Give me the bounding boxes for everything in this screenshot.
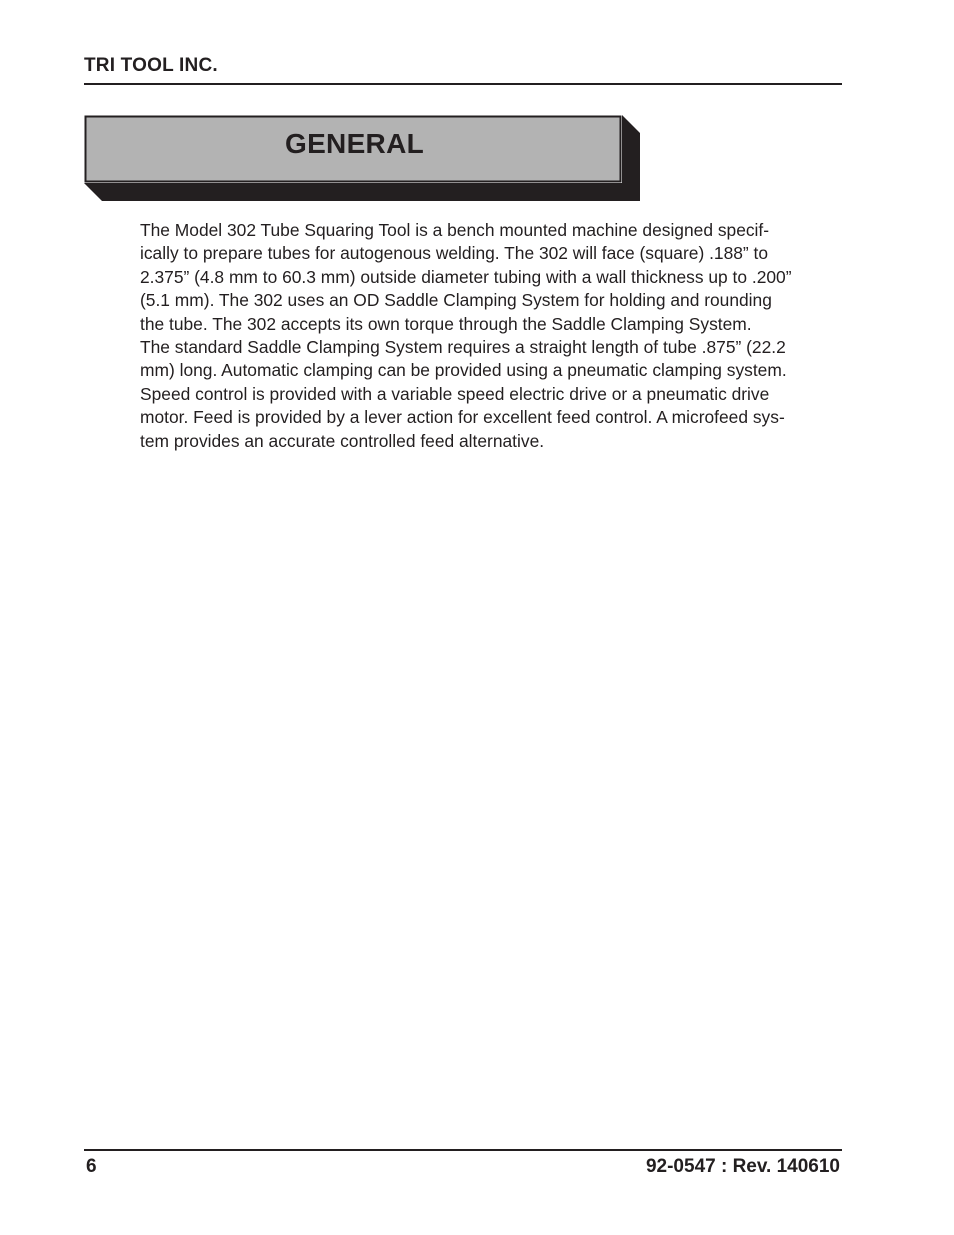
footer-rule [84,1149,842,1151]
body-line: Speed control is provided with a variable speed electric drive or a pneumatic drive [140,383,770,404]
body-line: mm) long. Automatic clamping can be provided using a pneumatic clamping system. [140,360,787,381]
general-description [140,219,846,453]
body-line: tem provides an accurate controlled feed alternative. [140,430,545,451]
body-line: The Model 302 Tube Squaring Tool is a bench mounted machine designed specif- [140,220,770,240]
body-line: ically to prepare tubes for autogenous welding. The 302 will face (square) .188” to [140,243,769,264]
document-revision: 92-0547 : Rev. 140610 [645,1156,840,1177]
body-line: 2.375” (4.8 mm to 60.3 mm) outside diameter tubing with a wall thickness up to .200” [140,266,792,287]
section-title: GENERAL [285,128,424,159]
body-line: motor. Feed is provided by a lever action for excellent feed control. A microfeed sys- [140,407,785,428]
header-rule [84,83,842,85]
body-line: The standard Saddle Clamping System requires a straight length of tube .875” (22.2 [140,337,786,358]
body-line: (5.1 mm). The 302 uses an OD Saddle Clamping System for holding and rounding [140,290,772,311]
body-line: the tube. The 302 accepts its own torque through the Saddle Clamping System. [140,313,752,334]
page-number: 6 [86,1156,97,1177]
company-name: TRI TOOL INC. [84,55,218,76]
section-banner [84,115,640,201]
